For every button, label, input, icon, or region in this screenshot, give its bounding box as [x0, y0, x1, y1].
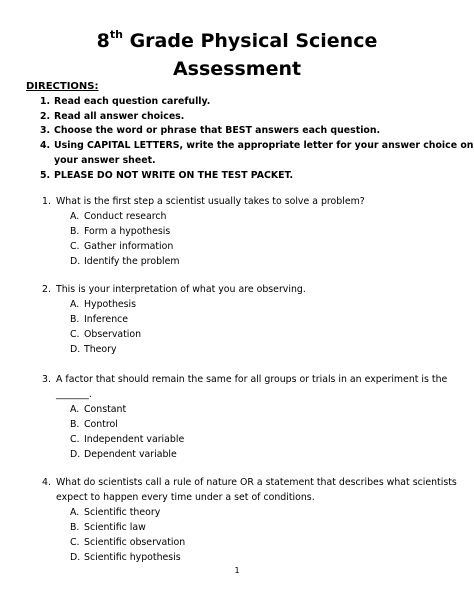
answer-option [70, 418, 118, 432]
answer-option [70, 521, 146, 535]
direction-text: Using CAPITAL LETTERS, write the appropriate letter for your answer choice on [54, 140, 474, 151]
option-letter: D. [70, 344, 81, 355]
direction-item [40, 95, 210, 109]
option-letter: B. [70, 226, 80, 237]
option-text: Independent variable [84, 434, 185, 445]
option-letter: D. [70, 552, 81, 563]
option-letter: A. [70, 211, 80, 222]
question-text: A factor that should remain the same for all groups or trials in an experiment is the [56, 374, 448, 385]
answer-option [70, 240, 173, 254]
direction-continuation: your answer sheet. [54, 155, 156, 166]
option-text: Dependent variable [84, 449, 177, 460]
answer-option [70, 506, 160, 520]
direction-item [40, 124, 380, 138]
question-number: 3. [42, 374, 51, 385]
direction-text: PLEASE DO NOT WRITE ON THE TEST PACKET. [54, 170, 294, 181]
option-text: Scientific hypothesis [84, 552, 181, 563]
answer-option [70, 328, 141, 342]
option-letter: C. [70, 241, 80, 252]
option-text: Gather information [84, 241, 174, 252]
answer-option [70, 343, 117, 357]
direction-text: Choose the word or phrase that BEST answers each question. [54, 125, 381, 136]
direction-number: 1. [40, 96, 51, 107]
question-text: What do scientists call a rule of nature OR a statement that describes what scientists [56, 477, 457, 488]
question-number: 4. [42, 477, 51, 488]
option-letter: B. [70, 314, 80, 325]
answer-option [70, 255, 180, 269]
answer-option [70, 536, 185, 550]
answer-option [70, 210, 166, 224]
answer-option [70, 313, 128, 327]
option-text: Observation [84, 329, 142, 340]
direction-number: 5. [40, 170, 51, 181]
answer-option [70, 403, 126, 417]
answer-option [70, 433, 184, 447]
option-letter: A. [70, 507, 80, 518]
option-text: Form a hypothesis [84, 226, 171, 237]
option-text: Scientific observation [84, 537, 186, 548]
page-number: 1 [234, 566, 240, 575]
answer-option [70, 448, 177, 462]
option-letter: C. [70, 329, 80, 340]
option-text: Scientific law [84, 522, 146, 533]
question-text: This is your interpretation of what you are observing. [56, 284, 306, 295]
option-letter: C. [70, 434, 80, 445]
direction-number: 3. [40, 125, 51, 136]
direction-text: Read each question carefully. [54, 96, 211, 107]
direction-text: Read all answer choices. [54, 111, 185, 122]
question-number: 2. [42, 284, 51, 295]
direction-item [40, 139, 473, 153]
option-text: Conduct research [84, 211, 167, 222]
page-title [0, 28, 474, 54]
option-letter: D. [70, 449, 81, 460]
option-text: Identify the problem [84, 256, 180, 267]
title-prefix: 8 [96, 30, 110, 52]
option-text: Theory [84, 344, 117, 355]
title-superscript: th [109, 27, 123, 41]
option-text: Control [84, 419, 118, 430]
direction-number: 4. [40, 140, 51, 151]
option-text: Inference [84, 314, 129, 325]
question-continuation: _______. [56, 389, 92, 400]
answer-option [70, 298, 136, 312]
option-letter: D. [70, 256, 81, 267]
direction-item [40, 110, 184, 124]
option-letter: A. [70, 299, 80, 310]
option-letter: B. [70, 419, 80, 430]
option-letter: A. [70, 404, 80, 415]
question-continuation: expect to happen every time under a set of conditions. [56, 492, 315, 503]
page-subtitle: Assessment [172, 58, 302, 80]
question-text: What is the first step a scientist usually takes to solve a problem? [56, 196, 365, 207]
option-text: Hypothesis [84, 299, 137, 310]
answer-option [70, 551, 181, 565]
title-rest: Grade Physical Science [122, 30, 378, 52]
option-text: Scientific theory [84, 507, 161, 518]
option-text: Constant [84, 404, 127, 415]
answer-option [70, 225, 170, 239]
option-letter: C. [70, 537, 80, 548]
direction-item [40, 169, 293, 183]
question-number: 1. [42, 196, 51, 207]
direction-number: 2. [40, 111, 51, 122]
directions-heading: DIRECTIONS: [26, 81, 99, 92]
option-letter: B. [70, 522, 80, 533]
